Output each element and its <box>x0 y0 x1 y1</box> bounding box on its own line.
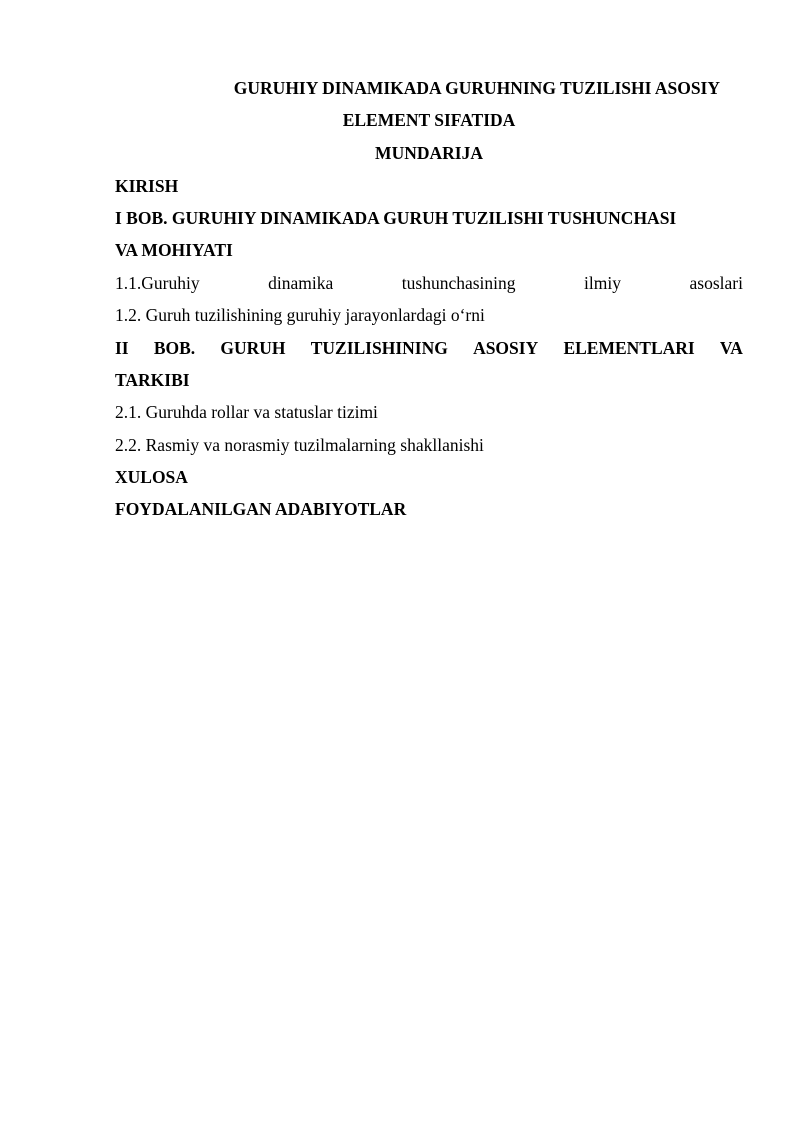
toc-heading: MUNDARIJA <box>375 143 483 163</box>
toc-item-conclusion: XULOSA <box>115 467 188 487</box>
toc-item-section-1-1 <box>115 271 743 295</box>
toc-item-section-1-2: 1.2. Guruh tuzilishining guruhiy jarayonlardagi o‘rni <box>115 305 485 325</box>
toc-item-references: FOYDALANILGAN ADABIYOTLAR <box>115 499 407 519</box>
toc-word: dinamika <box>268 273 334 293</box>
toc-item-section-2-1: 2.1. Guruhda rollar va statuslar tizimi <box>115 402 378 422</box>
toc-item-chapter-1-line-2: VA MOHIYATI <box>115 240 233 260</box>
toc-item-chapter-2-line-2: TARKIBI <box>115 370 190 390</box>
toc-item-chapter-1-line-1: I BOB. GURUHIY DINAMIKADA GURUH TUZILISHI TUSHUNCHASI <box>115 208 677 228</box>
toc-word: ASOSIY <box>473 338 539 358</box>
toc-word: asoslari <box>689 273 743 293</box>
toc-word: GURUH <box>220 338 286 358</box>
toc-word: ilmiy <box>584 273 621 293</box>
toc-word: ELEMENTLARI <box>563 338 695 358</box>
toc-word: tushunchasining <box>401 273 516 293</box>
toc-word: BOB. <box>153 338 196 358</box>
document-title-line-2: ELEMENT SIFATIDA <box>342 110 516 130</box>
document-title-line-1: GURUHIY DINAMIKADA GURUHNING TUZILISHI ASOSIY <box>233 78 720 98</box>
toc-item-chapter-2-line-1 <box>115 336 743 360</box>
toc-word: 1.1.Guruhiy <box>115 273 200 293</box>
toc-word: TUZILISHINING <box>310 338 448 358</box>
toc-item-section-2-2: 2.2. Rasmiy va norasmiy tuzilmalarning shakllanishi <box>115 435 484 455</box>
toc-item-intro: KIRISH <box>115 176 179 196</box>
toc-word: II <box>115 338 129 358</box>
toc-word: VA <box>719 338 743 358</box>
